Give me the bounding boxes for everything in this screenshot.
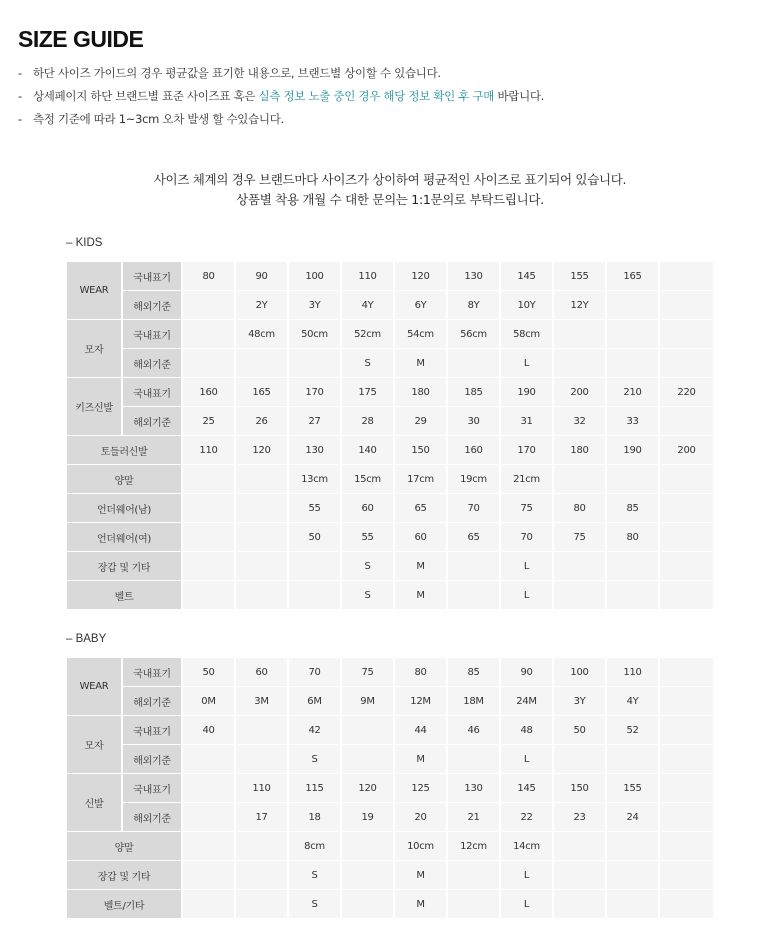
size-cell bbox=[660, 803, 713, 832]
size-cell bbox=[660, 716, 713, 745]
size-cell: 75 bbox=[501, 494, 554, 523]
category-label: 언더웨어(여) bbox=[67, 523, 183, 552]
size-cell bbox=[607, 320, 660, 349]
size-cell bbox=[607, 291, 660, 320]
intro-line: 상품별 착용 개월 수 대한 문의는 1:1문의로 부탁드립니다. bbox=[236, 192, 544, 207]
size-cell: 21 bbox=[448, 803, 501, 832]
size-cell: 125 bbox=[395, 774, 448, 803]
size-cell bbox=[660, 262, 713, 291]
size-cell: 130 bbox=[448, 262, 501, 291]
size-cell bbox=[236, 465, 289, 494]
sub-label: 해외기준 bbox=[123, 687, 183, 716]
size-cell: 23 bbox=[554, 803, 607, 832]
size-cell: 130 bbox=[448, 774, 501, 803]
size-cell bbox=[660, 890, 713, 919]
table-row bbox=[67, 378, 713, 407]
size-cell bbox=[342, 890, 395, 919]
size-cell: 85 bbox=[607, 494, 660, 523]
notice-text: 측정 기준에 따라 1~3cm 오차 발생 할 수있습니다. bbox=[33, 112, 284, 126]
baby-size-table bbox=[67, 658, 713, 919]
table-row bbox=[67, 262, 713, 291]
size-cell: 19 bbox=[342, 803, 395, 832]
size-cell: 80 bbox=[395, 658, 448, 687]
size-cell: 14cm bbox=[501, 832, 554, 861]
size-cell: 52 bbox=[607, 716, 660, 745]
size-cell: 4Y bbox=[342, 291, 395, 320]
size-cell: 200 bbox=[554, 378, 607, 407]
size-cell bbox=[660, 349, 713, 378]
size-cell: 18 bbox=[289, 803, 342, 832]
size-cell: 65 bbox=[395, 494, 448, 523]
size-cell: M bbox=[395, 349, 448, 378]
table-row bbox=[67, 803, 713, 832]
group-label: 키즈신발 bbox=[67, 378, 123, 436]
table-row bbox=[67, 745, 713, 774]
size-cell: M bbox=[395, 861, 448, 890]
size-cell: 100 bbox=[554, 658, 607, 687]
size-cell bbox=[236, 523, 289, 552]
size-cell: M bbox=[395, 890, 448, 919]
size-cell: 2Y bbox=[236, 291, 289, 320]
size-cell: 55 bbox=[289, 494, 342, 523]
size-cell: 155 bbox=[554, 262, 607, 291]
size-cell: 9M bbox=[342, 687, 395, 716]
sub-label: 국내표기 bbox=[123, 774, 183, 803]
sub-label: 국내표기 bbox=[123, 262, 183, 291]
sub-label: 해외기준 bbox=[123, 745, 183, 774]
size-cell: 17 bbox=[236, 803, 289, 832]
size-cell: 25 bbox=[183, 407, 236, 436]
table-row bbox=[67, 552, 713, 581]
size-cell bbox=[236, 861, 289, 890]
size-cell bbox=[236, 552, 289, 581]
size-cell: 200 bbox=[660, 436, 713, 465]
size-cell: 185 bbox=[448, 378, 501, 407]
size-cell: 32 bbox=[554, 407, 607, 436]
size-cell: 50 bbox=[554, 716, 607, 745]
size-cell bbox=[236, 832, 289, 861]
category-label: 벨트 bbox=[67, 581, 183, 610]
size-cell bbox=[448, 581, 501, 610]
size-cell: M bbox=[395, 552, 448, 581]
size-cell: L bbox=[501, 745, 554, 774]
size-cell: 15cm bbox=[342, 465, 395, 494]
sub-label: 국내표기 bbox=[123, 716, 183, 745]
size-cell bbox=[183, 774, 236, 803]
size-cell: 85 bbox=[448, 658, 501, 687]
size-cell bbox=[660, 832, 713, 861]
size-cell: S bbox=[342, 581, 395, 610]
size-cell: 100 bbox=[289, 262, 342, 291]
size-cell: 160 bbox=[183, 378, 236, 407]
size-cell bbox=[289, 581, 342, 610]
size-cell: 80 bbox=[554, 494, 607, 523]
size-cell: 70 bbox=[501, 523, 554, 552]
size-cell bbox=[236, 581, 289, 610]
size-cell: 145 bbox=[501, 774, 554, 803]
size-cell: 12M bbox=[395, 687, 448, 716]
notice-text: 하단 사이즈 가이드의 경우 평균값을 표기한 내용으로, 브랜드별 상이할 수 있습니다. bbox=[33, 66, 441, 80]
bullet-dash: - bbox=[18, 89, 22, 103]
size-cell: 110 bbox=[607, 658, 660, 687]
size-cell bbox=[236, 890, 289, 919]
size-cell: 80 bbox=[183, 262, 236, 291]
size-cell bbox=[289, 349, 342, 378]
size-cell: 52cm bbox=[342, 320, 395, 349]
bullet-dash: - bbox=[18, 66, 22, 80]
size-cell bbox=[342, 745, 395, 774]
size-cell: S bbox=[289, 745, 342, 774]
size-cell: 10cm bbox=[395, 832, 448, 861]
size-cell bbox=[554, 861, 607, 890]
size-cell: 165 bbox=[236, 378, 289, 407]
baby-section-label: – BABY bbox=[66, 633, 107, 645]
size-cell: 12cm bbox=[448, 832, 501, 861]
size-cell bbox=[554, 349, 607, 378]
size-cell: 21cm bbox=[501, 465, 554, 494]
kids-section-label: – KIDS bbox=[66, 237, 103, 249]
size-cell bbox=[554, 465, 607, 494]
notice-item bbox=[18, 85, 544, 108]
table-row bbox=[67, 687, 713, 716]
size-cell: 48cm bbox=[236, 320, 289, 349]
sub-label: 해외기준 bbox=[123, 349, 183, 378]
sub-label: 국내표기 bbox=[123, 658, 183, 687]
size-cell: 6M bbox=[289, 687, 342, 716]
size-cell: M bbox=[395, 581, 448, 610]
size-cell: 120 bbox=[236, 436, 289, 465]
size-cell: 55 bbox=[342, 523, 395, 552]
size-cell: 40 bbox=[183, 716, 236, 745]
size-cell: L bbox=[501, 890, 554, 919]
size-cell bbox=[183, 523, 236, 552]
category-label: 토들러신발 bbox=[67, 436, 183, 465]
size-cell: 56cm bbox=[448, 320, 501, 349]
size-cell: 70 bbox=[448, 494, 501, 523]
size-cell: 44 bbox=[395, 716, 448, 745]
group-label: 모자 bbox=[67, 320, 123, 378]
size-cell: 155 bbox=[607, 774, 660, 803]
size-cell bbox=[554, 890, 607, 919]
category-label: 장갑 및 기타 bbox=[67, 552, 183, 581]
notice-item bbox=[18, 62, 544, 85]
size-cell: 70 bbox=[289, 658, 342, 687]
size-cell bbox=[660, 774, 713, 803]
size-cell: 170 bbox=[501, 436, 554, 465]
size-cell bbox=[607, 581, 660, 610]
size-cell bbox=[554, 552, 607, 581]
size-cell bbox=[236, 745, 289, 774]
size-cell bbox=[660, 320, 713, 349]
size-cell: S bbox=[289, 861, 342, 890]
size-cell bbox=[607, 890, 660, 919]
group-label: 모자 bbox=[67, 716, 123, 774]
size-cell: 3Y bbox=[554, 687, 607, 716]
size-cell bbox=[183, 745, 236, 774]
size-cell bbox=[660, 552, 713, 581]
size-cell bbox=[183, 552, 236, 581]
size-cell bbox=[607, 465, 660, 494]
size-cell: 220 bbox=[660, 378, 713, 407]
size-cell: S bbox=[342, 552, 395, 581]
size-cell: 65 bbox=[448, 523, 501, 552]
size-cell bbox=[183, 465, 236, 494]
size-cell: S bbox=[342, 349, 395, 378]
size-cell: 120 bbox=[395, 262, 448, 291]
sub-label: 해외기준 bbox=[123, 291, 183, 320]
size-cell: 75 bbox=[342, 658, 395, 687]
size-cell bbox=[554, 320, 607, 349]
size-cell: M bbox=[395, 745, 448, 774]
category-label: 벨트/기타 bbox=[67, 890, 183, 919]
size-cell: 46 bbox=[448, 716, 501, 745]
size-cell: 12Y bbox=[554, 291, 607, 320]
size-cell bbox=[660, 687, 713, 716]
size-cell bbox=[448, 890, 501, 919]
size-cell bbox=[607, 349, 660, 378]
notice-text-end: 바랍니다. bbox=[494, 89, 545, 103]
size-cell: 26 bbox=[236, 407, 289, 436]
size-cell: 150 bbox=[395, 436, 448, 465]
size-cell: 80 bbox=[607, 523, 660, 552]
table-row bbox=[67, 494, 713, 523]
notice-list bbox=[18, 62, 544, 131]
size-cell bbox=[554, 745, 607, 774]
table-row bbox=[67, 658, 713, 687]
category-label: 언더웨어(남) bbox=[67, 494, 183, 523]
size-cell bbox=[607, 861, 660, 890]
size-cell bbox=[554, 581, 607, 610]
size-cell bbox=[342, 832, 395, 861]
size-cell: 17cm bbox=[395, 465, 448, 494]
size-cell: 145 bbox=[501, 262, 554, 291]
size-cell: 50cm bbox=[289, 320, 342, 349]
size-cell bbox=[660, 581, 713, 610]
size-cell: 175 bbox=[342, 378, 395, 407]
size-cell: 90 bbox=[501, 658, 554, 687]
size-cell: 20 bbox=[395, 803, 448, 832]
table-row bbox=[67, 890, 713, 919]
sub-label: 국내표기 bbox=[123, 378, 183, 407]
size-cell: 18M bbox=[448, 687, 501, 716]
page-title: SIZE GUIDE bbox=[18, 26, 144, 52]
size-cell bbox=[607, 745, 660, 774]
size-cell: S bbox=[289, 890, 342, 919]
size-cell: 50 bbox=[183, 658, 236, 687]
group-label: 신발 bbox=[67, 774, 123, 832]
size-cell: 120 bbox=[342, 774, 395, 803]
size-cell: 33 bbox=[607, 407, 660, 436]
size-cell: 30 bbox=[448, 407, 501, 436]
table-row bbox=[67, 774, 713, 803]
size-cell bbox=[448, 552, 501, 581]
size-cell bbox=[342, 861, 395, 890]
kids-size-table bbox=[67, 262, 713, 610]
size-cell: 3M bbox=[236, 687, 289, 716]
size-cell bbox=[183, 581, 236, 610]
size-cell bbox=[660, 291, 713, 320]
table-row bbox=[67, 581, 713, 610]
table-row bbox=[67, 523, 713, 552]
table-row bbox=[67, 349, 713, 378]
size-cell: 170 bbox=[289, 378, 342, 407]
size-cell bbox=[660, 407, 713, 436]
size-cell: 58cm bbox=[501, 320, 554, 349]
table-row bbox=[67, 465, 713, 494]
size-cell: 165 bbox=[607, 262, 660, 291]
size-cell bbox=[183, 861, 236, 890]
size-cell: 13cm bbox=[289, 465, 342, 494]
size-cell bbox=[342, 716, 395, 745]
size-cell: 19cm bbox=[448, 465, 501, 494]
table-row bbox=[67, 832, 713, 861]
table-row bbox=[67, 291, 713, 320]
size-cell: L bbox=[501, 349, 554, 378]
size-cell: L bbox=[501, 581, 554, 610]
size-cell bbox=[607, 552, 660, 581]
size-cell: 42 bbox=[289, 716, 342, 745]
size-cell bbox=[607, 832, 660, 861]
notice-highlight: 실측 정보 노출 중인 경우 해당 정보 확인 후 구매 bbox=[258, 89, 495, 103]
category-label: 장갑 및 기타 bbox=[67, 861, 183, 890]
size-cell: 130 bbox=[289, 436, 342, 465]
size-cell: 180 bbox=[395, 378, 448, 407]
size-cell: 24M bbox=[501, 687, 554, 716]
sub-label: 해외기준 bbox=[123, 407, 183, 436]
size-cell bbox=[289, 552, 342, 581]
size-cell bbox=[660, 861, 713, 890]
size-cell bbox=[236, 494, 289, 523]
size-cell: 160 bbox=[448, 436, 501, 465]
bullet-dash: - bbox=[18, 112, 22, 126]
size-cell: 110 bbox=[342, 262, 395, 291]
size-cell bbox=[554, 832, 607, 861]
size-cell bbox=[183, 832, 236, 861]
size-cell: 48 bbox=[501, 716, 554, 745]
size-cell bbox=[183, 291, 236, 320]
size-cell: 60 bbox=[236, 658, 289, 687]
notice-item bbox=[18, 108, 544, 131]
group-label: WEAR bbox=[67, 658, 123, 716]
size-cell bbox=[183, 803, 236, 832]
size-cell: 190 bbox=[501, 378, 554, 407]
size-cell: 54cm bbox=[395, 320, 448, 349]
category-label: 양말 bbox=[67, 465, 183, 494]
size-cell: 29 bbox=[395, 407, 448, 436]
size-cell bbox=[448, 861, 501, 890]
size-cell bbox=[236, 716, 289, 745]
size-cell: 31 bbox=[501, 407, 554, 436]
size-cell bbox=[183, 494, 236, 523]
table-row bbox=[67, 407, 713, 436]
size-cell: 24 bbox=[607, 803, 660, 832]
size-cell bbox=[660, 658, 713, 687]
size-cell: 210 bbox=[607, 378, 660, 407]
size-cell: L bbox=[501, 552, 554, 581]
size-cell bbox=[660, 745, 713, 774]
sub-label: 해외기준 bbox=[123, 803, 183, 832]
size-cell: 90 bbox=[236, 262, 289, 291]
size-cell: 8cm bbox=[289, 832, 342, 861]
size-cell: 8Y bbox=[448, 291, 501, 320]
table-row bbox=[67, 320, 713, 349]
size-cell bbox=[660, 494, 713, 523]
size-cell bbox=[183, 890, 236, 919]
intro-text bbox=[0, 170, 780, 210]
size-cell: 150 bbox=[554, 774, 607, 803]
size-cell bbox=[448, 745, 501, 774]
table-row bbox=[67, 436, 713, 465]
size-cell bbox=[660, 523, 713, 552]
table-row bbox=[67, 716, 713, 745]
size-cell: 75 bbox=[554, 523, 607, 552]
size-cell: 140 bbox=[342, 436, 395, 465]
size-cell: 6Y bbox=[395, 291, 448, 320]
size-cell: 4Y bbox=[607, 687, 660, 716]
size-cell: 0M bbox=[183, 687, 236, 716]
size-cell bbox=[183, 349, 236, 378]
size-cell: 115 bbox=[289, 774, 342, 803]
size-cell bbox=[660, 465, 713, 494]
size-cell bbox=[183, 320, 236, 349]
size-cell: L bbox=[501, 861, 554, 890]
size-cell: 10Y bbox=[501, 291, 554, 320]
sub-label: 국내표기 bbox=[123, 320, 183, 349]
size-cell: 28 bbox=[342, 407, 395, 436]
category-label: 양말 bbox=[67, 832, 183, 861]
size-cell: 110 bbox=[236, 774, 289, 803]
size-cell: 60 bbox=[395, 523, 448, 552]
size-cell: 22 bbox=[501, 803, 554, 832]
intro-line: 사이즈 체계의 경우 브랜드마다 사이즈가 상이하여 평균적인 사이즈로 표기되어 있습니다. bbox=[153, 172, 627, 187]
size-cell: 110 bbox=[183, 436, 236, 465]
size-cell: 27 bbox=[289, 407, 342, 436]
size-cell: 60 bbox=[342, 494, 395, 523]
size-cell bbox=[448, 349, 501, 378]
size-cell: 3Y bbox=[289, 291, 342, 320]
size-cell: 50 bbox=[289, 523, 342, 552]
size-cell bbox=[236, 349, 289, 378]
size-cell: 190 bbox=[607, 436, 660, 465]
notice-text: 상세페이지 하단 브랜드별 표준 사이즈표 혹은 bbox=[33, 89, 259, 103]
table-row bbox=[67, 861, 713, 890]
group-label: WEAR bbox=[67, 262, 123, 320]
size-cell: 180 bbox=[554, 436, 607, 465]
